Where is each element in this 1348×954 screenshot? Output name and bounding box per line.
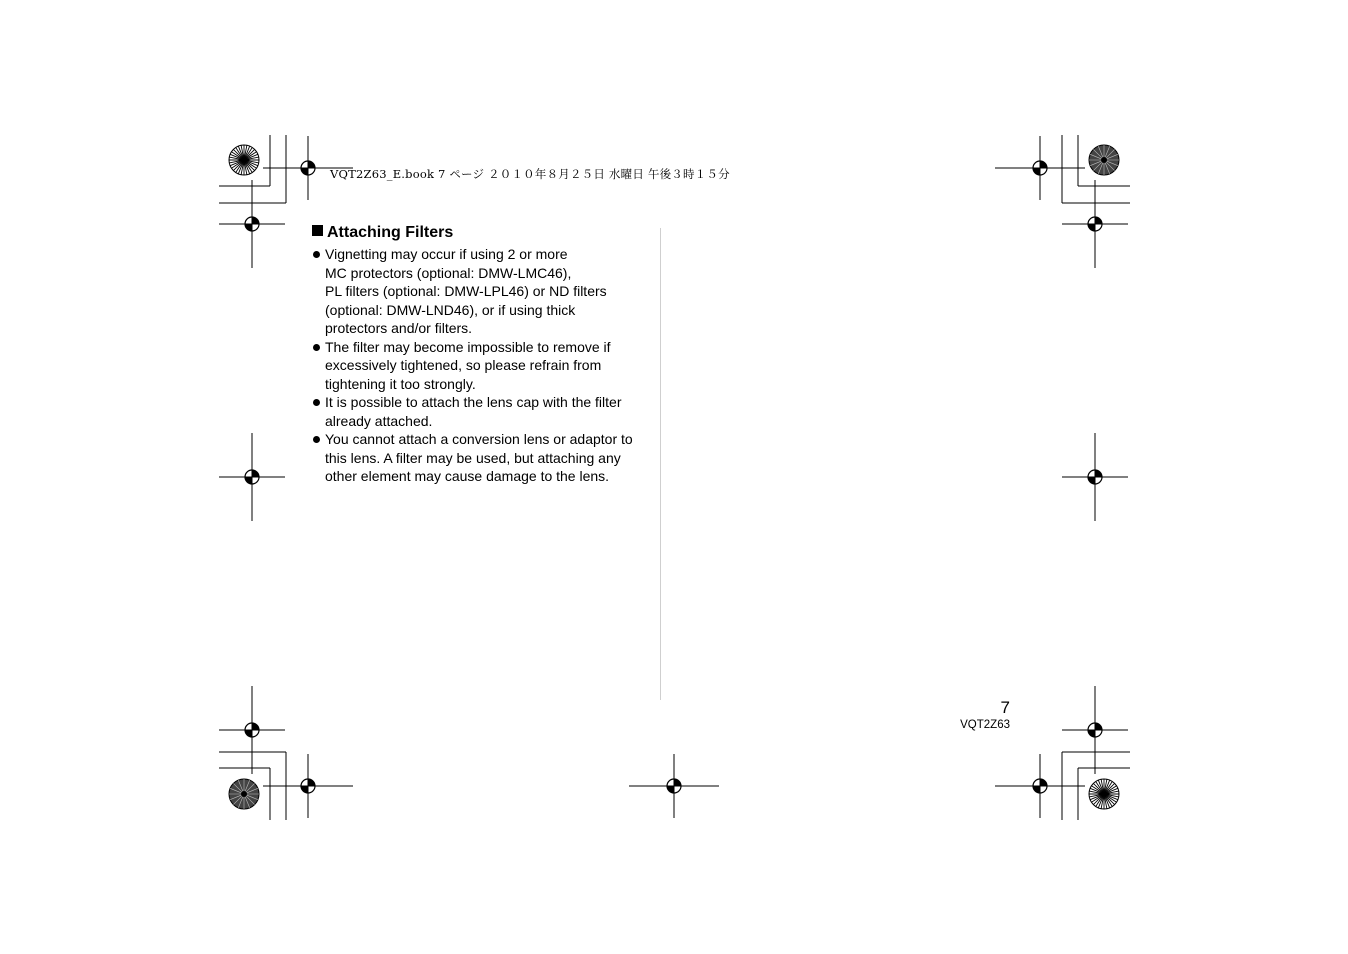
section-title: Attaching Filters bbox=[327, 224, 454, 241]
bullet-line: (optional: DMW-LND46), or if using thick bbox=[325, 301, 576, 318]
bullet-dot-icon bbox=[313, 251, 320, 258]
bullet-dot-icon bbox=[313, 436, 320, 443]
bullet-line: protectors and/or filters. bbox=[325, 320, 473, 336]
model-code: VQT2Z63 bbox=[960, 719, 1010, 731]
list-item bbox=[312, 245, 657, 338]
bullet-line: already attached. bbox=[325, 412, 433, 429]
bullet-line: other element may cause damage to the lens. bbox=[325, 468, 610, 484]
column-divider bbox=[660, 228, 661, 700]
bullet-dot-icon bbox=[313, 344, 320, 351]
print-header: VQT2Z63_E.book 7 ページ ２０１０年８月２５日 水曜日 午後３時１５分 bbox=[330, 167, 730, 181]
square-bullet-icon bbox=[312, 225, 323, 236]
page-number: 7 bbox=[1000, 698, 1010, 717]
bullet-line: You cannot attach a conversion lens or adaptor to bbox=[325, 431, 633, 447]
section-heading bbox=[312, 223, 657, 243]
bullet-line: MC protectors (optional: DMW-LMC46), bbox=[325, 264, 572, 281]
list-item bbox=[312, 338, 657, 394]
bullet-dot-icon bbox=[313, 399, 320, 406]
bullet-line: tightening it too strongly. bbox=[325, 375, 476, 392]
bullet-list bbox=[312, 245, 657, 486]
bullet-line: It is possible to attach the lens cap with the filter bbox=[325, 394, 622, 410]
bullet-line: The filter may become impossible to remove if bbox=[325, 338, 611, 355]
list-item bbox=[312, 393, 657, 430]
bullet-line: excessively tightened, so please refrain from bbox=[325, 357, 602, 373]
bullet-line: this lens. A filter may be used, but attaching any bbox=[325, 449, 621, 466]
bullet-line: Vignetting may occur if using 2 or more bbox=[325, 246, 568, 262]
bullet-line: PL filters (optional: DMW-LPL46) or ND filters bbox=[325, 283, 607, 299]
list-item bbox=[312, 430, 657, 486]
content-column bbox=[312, 223, 657, 486]
